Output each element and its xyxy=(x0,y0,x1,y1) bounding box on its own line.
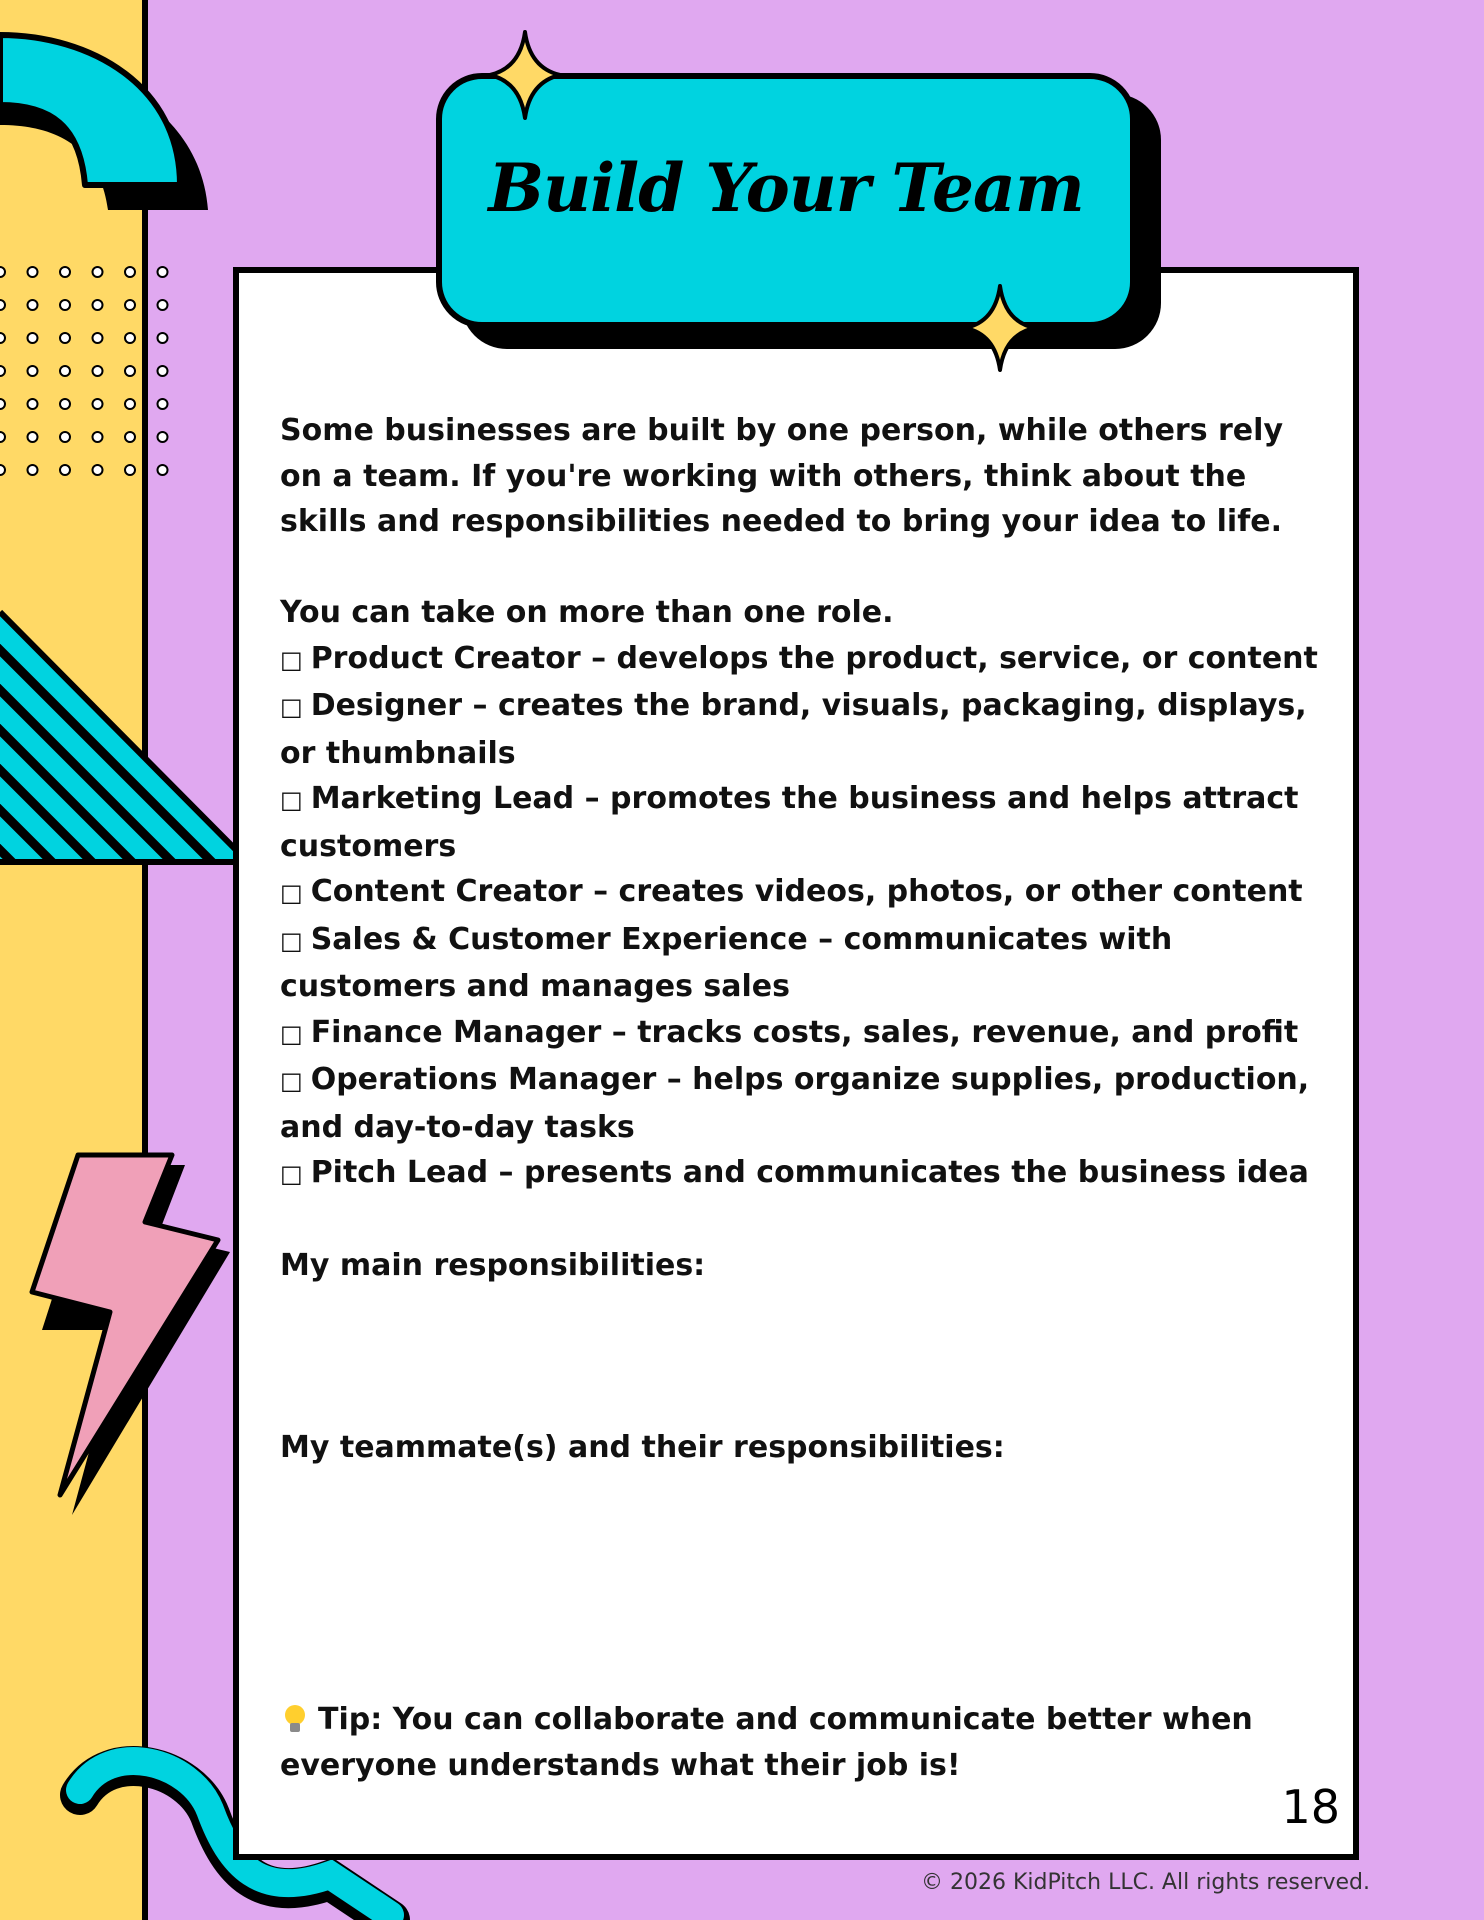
left-yellow-strip xyxy=(0,0,148,1920)
role-item[interactable] xyxy=(280,636,1320,684)
roles-prompt: You can take on more than one role. xyxy=(280,595,894,630)
teammates-answer-area[interactable] xyxy=(280,1470,1320,1697)
role-label: Product Creator – develops the product, service, or content xyxy=(310,640,1318,676)
role-label: Marketing Lead – promotes the business and helps attract customers xyxy=(280,781,1299,864)
decor-dot xyxy=(158,366,168,376)
role-item[interactable] xyxy=(280,1010,1320,1058)
decor-dot xyxy=(158,267,168,277)
lightbulb-icon xyxy=(284,1705,306,1733)
role-label: Sales & Customer Experience – communicates with customers and manages sales xyxy=(280,921,1173,1004)
role-label: Operations Manager – helps organize supplies, production, and day-to-day tasks xyxy=(280,1062,1310,1145)
checkbox[interactable]: □ xyxy=(280,1160,303,1188)
intro-paragraph: Some businesses are built by one person, while others rely on a team. If you're working with others, think about the skills and responsibilities needed to bring your idea to life. xyxy=(280,413,1283,539)
page-content xyxy=(280,408,1320,1788)
role-checklist xyxy=(280,636,1320,1198)
role-item[interactable] xyxy=(280,917,1320,1010)
teammates-label: My teammate(s) and their responsibilities: xyxy=(280,1429,1005,1465)
my-responsibilities-answer-area[interactable] xyxy=(280,1289,1320,1425)
my-responsibilities-label: My main responsibilities: xyxy=(280,1248,706,1283)
decor-dot xyxy=(158,399,168,409)
decor-dot xyxy=(158,333,168,343)
page-title: Build Your Team xyxy=(488,148,1084,227)
tip-text: Tip: You can collaborate and communicate better when everyone understands what their job is! xyxy=(280,1702,1253,1783)
checkbox[interactable]: □ xyxy=(280,1067,303,1095)
checkbox[interactable]: □ xyxy=(280,786,303,814)
checkbox[interactable]: □ xyxy=(280,1019,303,1048)
role-item[interactable] xyxy=(280,869,1320,917)
role-label: Finance Manager – tracks costs, sales, revenue, and profit xyxy=(310,1014,1299,1050)
role-item[interactable] xyxy=(280,776,1320,869)
role-label: Designer – creates the brand, visuals, packaging, displays, or thumbnails xyxy=(280,688,1307,771)
checkbox[interactable]: □ xyxy=(280,693,303,721)
copyright-footer: © 2026 KidPitch LLC. All rights reserved. xyxy=(921,1870,1370,1895)
role-label: Pitch Lead – presents and communicates the business idea xyxy=(310,1155,1309,1190)
page-number: 18 xyxy=(1281,1780,1340,1834)
role-item[interactable] xyxy=(280,683,1320,776)
title-banner xyxy=(436,73,1136,328)
checkbox[interactable]: □ xyxy=(280,879,303,907)
tip xyxy=(280,1697,1320,1788)
role-item[interactable] xyxy=(280,1057,1320,1150)
decor-dot xyxy=(158,432,168,442)
role-item[interactable] xyxy=(280,1150,1320,1198)
checkbox[interactable]: □ xyxy=(280,926,303,955)
role-label: Content Creator – creates videos, photos, or other content xyxy=(310,874,1303,909)
checkbox[interactable]: □ xyxy=(280,645,303,674)
decor-dot xyxy=(158,465,168,475)
decor-dot xyxy=(158,300,168,310)
